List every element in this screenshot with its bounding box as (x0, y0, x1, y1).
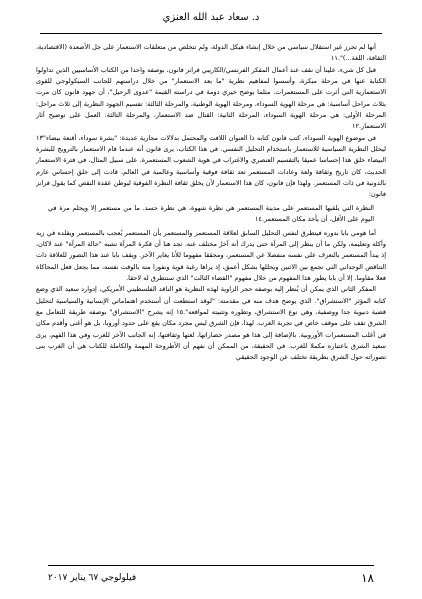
paragraph: المفكر الثاني الذي يمكن أن يُنظر إليه بوصفه حجر الزاوية لهذه النظرية هو الناقد الفلسطيني الأمريكي، إدوارد سعيد الذي وضع كتابه المؤثر "الاستشراق". الذي يوضح هدف منه في مقدمته: "لوقد استطعت أن أستخدم اهتماماتي الإنسانية والسياسية لتحليل قضية دنيوية جدا ووصفية، وهي نوع الاستشراق، وتطوره وتثبيته لمواقعه".١٥ إنه يشرح "الاستشراق" بوصفه طريقة للتعامل مع الشرق تقف على موقف خاص في تجربة الغرب. لهذا، فإن الشرق ليس مجرد مكان يقع على حدود أوروبا، بل هو أغنى وأقدم مكان في أغلب المستعمرات الأوروبية. بالإضافة إلى هذا هو مصدر حضاراتها، لغتها وثقافتها، إنه الجانب الآخر للغرب وفي هذا الفهم، يرى سعيد الشرق باعتباره مكملا للغرب. في الحقيقة، من الممكن أن نفهم أن الأطروحة المهمة والكاملة للكتاب هي أن الغرب بنى تصوراته حول الشرق بطريقة تختلف عن الوجود الحقيقي (36, 285, 386, 362)
running-header: د. سعاد عبد الله العنزي (162, 12, 260, 23)
body-text (36, 42, 386, 364)
header-rule (40, 33, 382, 34)
paragraph: قبل كل شيء، علينا أن نقف عند أعمال المفكر الفرنسي/الكاريبي فرانز فانون، بوصفه واحدا من الكتاب الأساسيين الذين تداولوا الكتابة عنها في مرحلة مبكرة، وأسسوا لمفاهيم نظرية "ما بعد الاستعمار" من خلال دراستهم للجانب السيكولوجي للقوى الاستعمارية التي أثرت على المستعمرات. مثلما يوضح خيري دومة في دراسته القيمة "عدوى الرحيل"، أن جهود فانون كان مرت بثلاث مراحل أساسية: هي مرحلة الهوية السوداء، ومرحلة الهوية الوطنية، والمرحلة الثالثة: تقسيم الجهود النظرية إلى ثلاث مراحل: المرحلة الأولى: هي مرحلة الهوية السوداء، المرحلة الثانية: القتال ضد الاستعمار، والمرحلة الثالثة: العمل على توضيح آثار الاستعمار.١٢ (36, 65, 386, 131)
paragraph: أنها لم تحرز غير استقلال سياسي من خلال إنشاء هيكل الدولة، ولم تتخلص من متعلقات الاستعمار على جل الأصعدة (الاقتصادية، الثقافة، اللغة...)".١١ (36, 43, 386, 63)
paragraph: أما هومي بابا بدوره فيتطرق لنفس التحليل السابق لعلاقة المستعمر والمستعمر بأن المستعمر يُعجب بالمستعمر ويقلده في زيه وأكله وتعليمه، ولكن ما أن ينظر إلى المرآة حتى يدرك أنه آخرٌ مختلف عنه. تجد هنا أن فكرة المرآة تشبه "حالة المرآة" عند لاكان، إذ يبدأ المستعمر بالتعرف على نفسه منفصلا عن المستعمر، ومحققا مفهوما للأنا يغاير الآخر. ويقف بابا عند هذا التصور للعلاقة ذات التناقض الوجداني التي تجمع بين الاثنين ويحللها بشكل أعمق، إذ يراها رغبة قوية ونفورا منه بالوقت نفسه، مما يجعل فعل المحاكاة فعلا مقاوما. إلا أن بابا يطور هذا المفهوم من خلال مفهوم "الفضاء الثالث" الذي سنتطرق له لاحقا. (36, 228, 386, 282)
page-number: ١٨ (361, 571, 374, 585)
block-quote: النظرة التي يلقيها المستعمر على مدينة المستعمر هي نظرة شهوة، هي نظرة حسد. ما من مستعمر إلا ويحلم مرة في اليوم على الأقل، أن يأخذ مكان المستعمر.١٤ (48, 203, 374, 224)
page-footer (48, 571, 374, 589)
paragraph: في موضوع الهوية السوداء، كتب فانون كتابه ذا العنوان اللافت والمحتمل بدلالات مجازية عديدة: "بشرة سوداء، أقنعة بيضاء"١٣ ليحلل النظرية السياسية للاستعمار باستخدام التحليل النفسي. في هذا الكتاب، يرى فانون أنه عندما قام الاستعمار بالترويج للبشرة البيضاء خلق هذا إحساسا عميقا بالتقسيم العنصري والاغتراب في هوية الشعوب المستعمرة. على سبيل المثال، في فترة الاستعمار الحديث، كان تاريخ وثقافة ولغة وعادات المستعمر تعد ثقافة فوقية وأساسية وعالمية في العالم، قادت إلى خلق إحساس عارم بالدونية في ذات المستعمر. ولهذا فإن فانون، كان هذا الاستعمار لأن يخلق ثقافة النظرة الفوقية ليوطن عقدة النقص كما يقول فرانز فانون: (36, 133, 386, 199)
journal-issue: فيلولوجي ٦٧ يناير ٢٠١٧ (48, 573, 137, 583)
footer-rule (48, 565, 374, 566)
